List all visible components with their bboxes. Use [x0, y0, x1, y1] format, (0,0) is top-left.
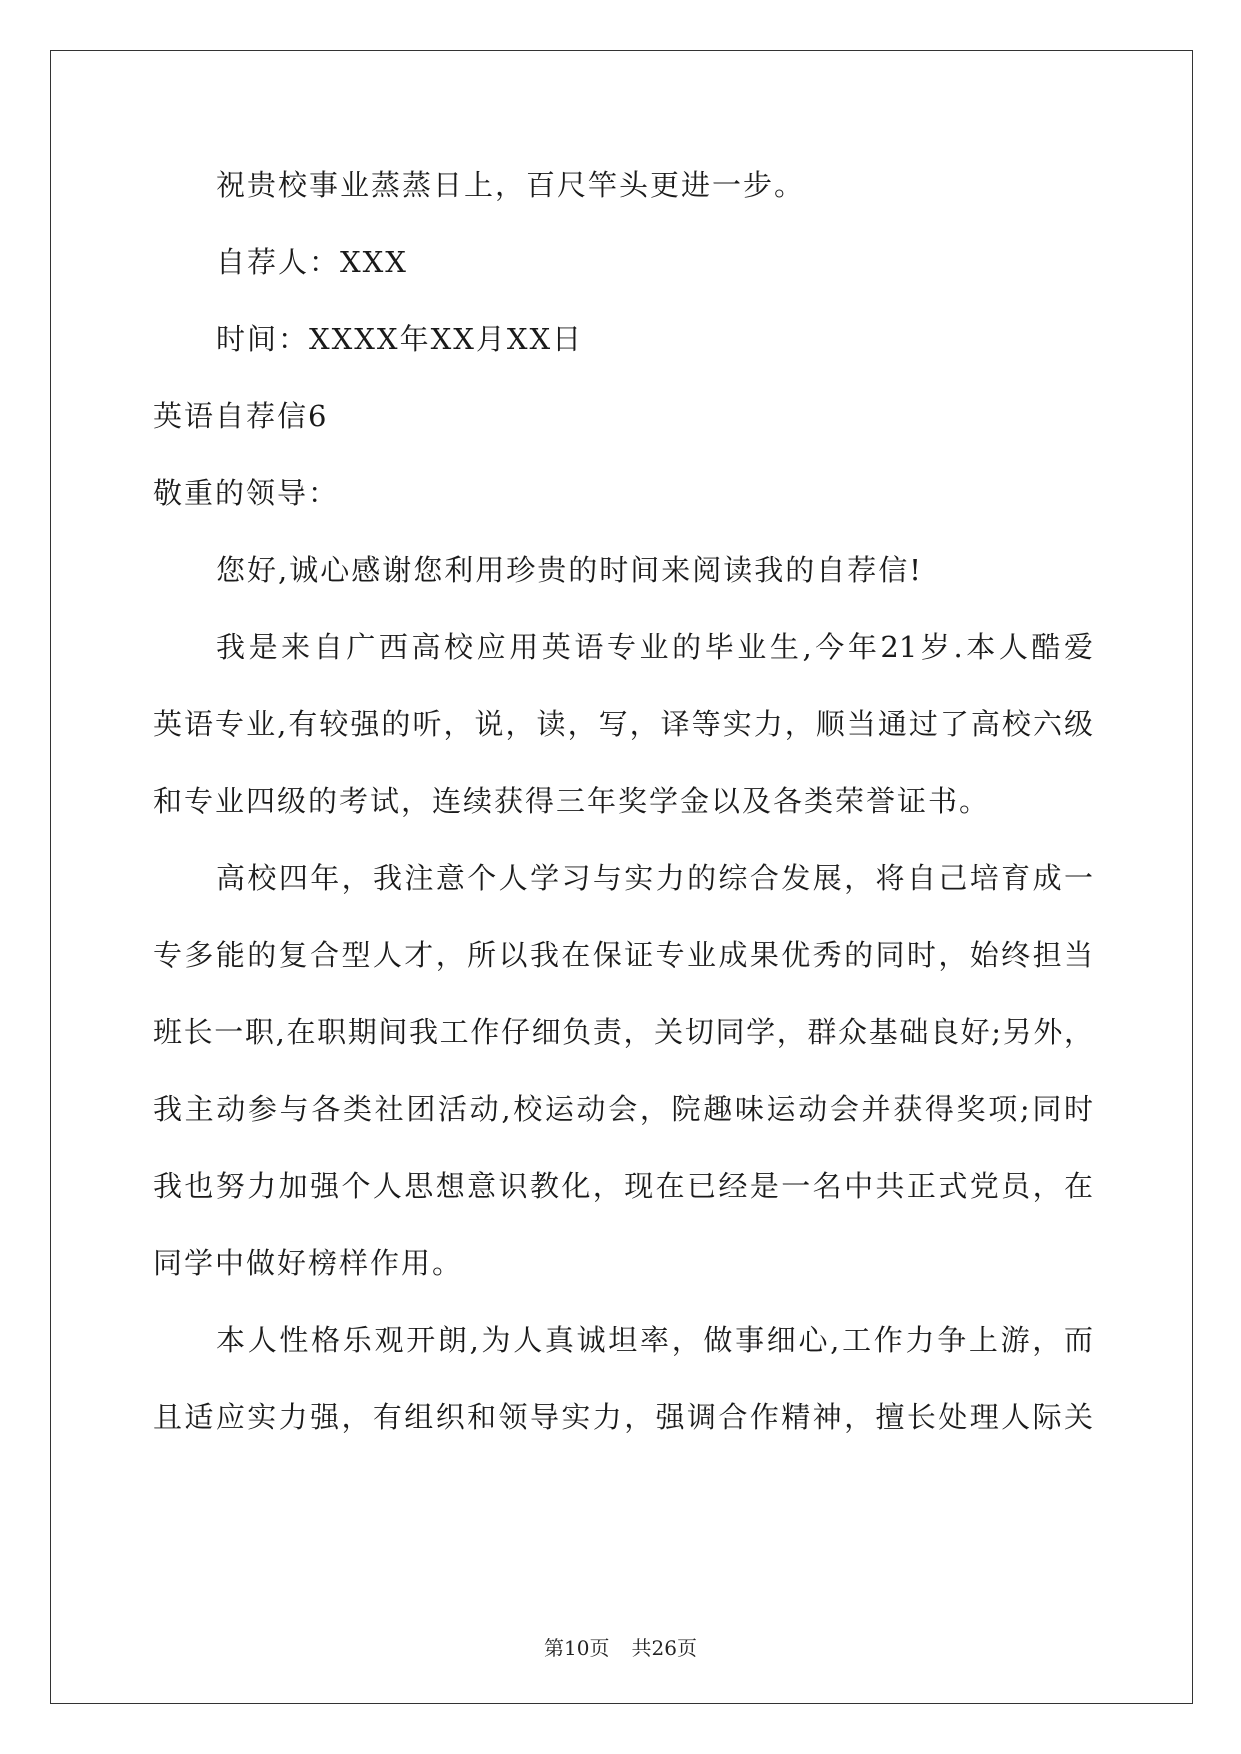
- text-line: 同学中做好榜样作用。: [153, 1246, 464, 1280]
- total-label-prefix: 共: [631, 1636, 652, 1660]
- text-line: 英语专业,有较强的听，说，读，写，译等实力，顺当通过了高校六级: [153, 707, 1093, 741]
- text-line: 且适应实力强，有组织和领导实力，强调合作精神，擅长处理人际关: [153, 1400, 1093, 1434]
- total-label-suffix: 页: [676, 1636, 697, 1660]
- text-line: 我也努力加强个人思想意识教化，现在已经是一名中共正式党员，在: [153, 1169, 1093, 1203]
- page-label-mid: 页: [589, 1636, 610, 1660]
- text-line: 班长一职,在职期间我工作仔细负责，关切同学，群众基础良好;另外，: [153, 1015, 1093, 1049]
- page-total: 26: [651, 1636, 677, 1660]
- text-line: 我主动参与各类社团活动,校运动会，院趣味运动会并获得奖项;同时: [153, 1092, 1093, 1126]
- text-line: 和专业四级的考试，连续获得三年奖学金以及各类荣誉证书。: [153, 784, 991, 818]
- text-line: 自荐人：XXX: [216, 245, 408, 279]
- text-line: 时间：XXXX年XX月XX日: [216, 322, 584, 356]
- page-current: 10: [564, 1636, 590, 1660]
- salutation: 敬重的领导：: [153, 476, 340, 510]
- text-line: 您好,诚心感谢您利用珍贵的时间来阅读我的自荐信!: [216, 553, 923, 587]
- page-label-prefix: 第: [544, 1636, 565, 1660]
- text-line: 祝贵校事业蒸蒸日上，百尺竿头更进一步。: [216, 168, 806, 202]
- page-footer: [0, 1632, 1241, 1661]
- section-heading: 英语自荐信6: [153, 399, 329, 433]
- text-line: 本人性格乐观开朗,为人真诚坦率，做事细心,工作力争上游，而: [216, 1323, 1093, 1357]
- text-line: 高校四年，我注意个人学习与实力的综合发展，将自己培育成一: [216, 861, 1093, 895]
- text-line: 专多能的复合型人才，所以我在保证专业成果优秀的同时，始终担当: [153, 938, 1093, 972]
- text-line: 我是来自广西高校应用英语专业的毕业生,今年21岁.本人酷爱: [216, 630, 1093, 664]
